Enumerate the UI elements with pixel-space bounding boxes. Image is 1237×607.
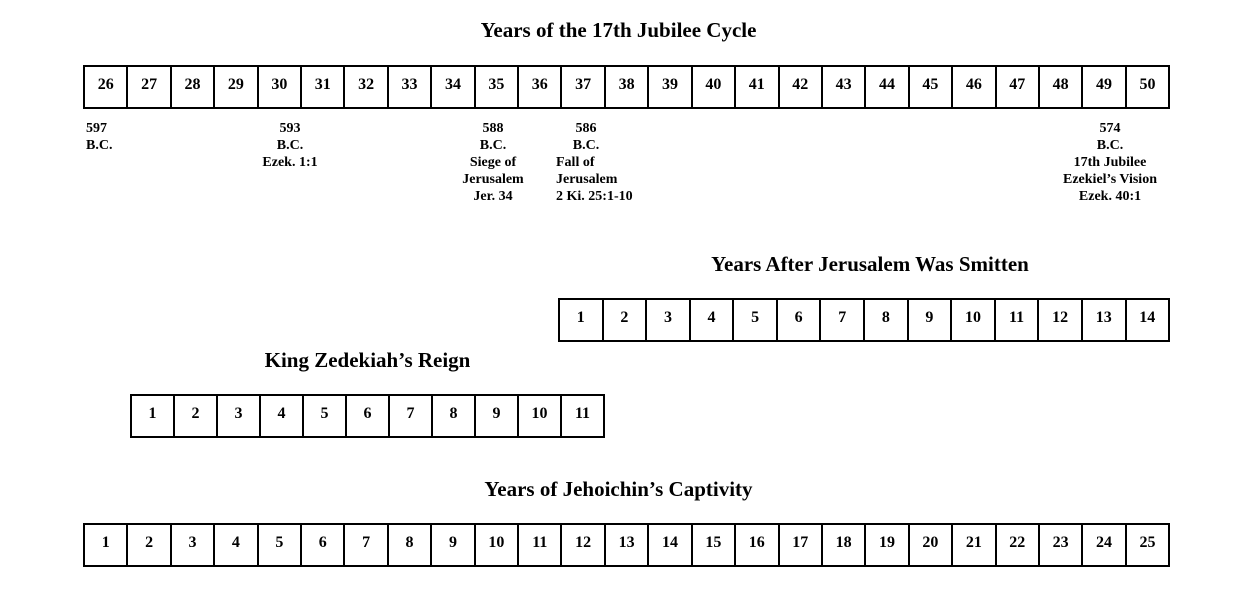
jehoichin-year-cell: 3 — [172, 525, 215, 565]
after-smitten-year-cell: 3 — [647, 300, 691, 340]
after-smitten-year-cell: 11 — [996, 300, 1040, 340]
jehoichin-year-cell: 13 — [606, 525, 649, 565]
jehoichin-year-cell: 1 — [85, 525, 128, 565]
annotation-line: Ezek. 40:1 — [1078, 189, 1142, 204]
annotation-line: Jerusalem — [556, 172, 618, 187]
jehoichin-year-cell: 18 — [823, 525, 866, 565]
jubilee-year-cell: 38 — [606, 67, 649, 107]
zedekiah-year-cell: 11 — [574, 405, 591, 422]
annotation-line: Ezekiel’s Vision — [1063, 172, 1157, 187]
zedekiah-year-cell: 7 — [390, 396, 433, 436]
annotation-line: B.C. — [479, 138, 507, 153]
jehoichin-year-cell: 16 — [736, 525, 779, 565]
jehoichin-year-cell: 8 — [389, 525, 432, 565]
annotation-line: Siege of — [469, 155, 517, 170]
jehoichin-captivity-title: Years of Jehoichin’s Captivity — [484, 477, 753, 501]
jehoichin-year-cell: 11 — [519, 525, 562, 565]
annotation-line: Fall of — [556, 155, 595, 170]
after-smitten-year-cell: 12 — [1039, 300, 1083, 340]
annotation-line: B.C. — [1096, 138, 1124, 153]
jehoichin-year-cell: 7 — [345, 525, 388, 565]
zedekiah-year-cell: 2 — [175, 396, 218, 436]
jubilee-cycle-row — [83, 65, 1170, 109]
jubilee-year-cell: 43 — [823, 67, 866, 107]
jubilee-year-cell: 26 — [85, 67, 128, 107]
zedekiah-year-cell: 4 — [261, 396, 304, 436]
jehoichin-year-cell: 4 — [215, 525, 258, 565]
jubilee-year-cell: 44 — [866, 67, 909, 107]
jubilee-year-cell: 41 — [736, 67, 779, 107]
annotation-588bc — [438, 120, 548, 205]
annotation-586bc — [556, 120, 633, 205]
jubilee-year-cell: 33 — [389, 67, 432, 107]
zedekiah-year-cell: 5 — [304, 396, 347, 436]
jubilee-year-cell: 47 — [997, 67, 1040, 107]
annotation-line: B.C. — [572, 138, 600, 153]
jehoichin-year-cell: 22 — [997, 525, 1040, 565]
jubilee-cycle-title: Years of the 17th Jubilee Cycle — [480, 18, 757, 42]
annotation-line: 574 — [1099, 121, 1121, 136]
zedekiah-reign-row — [130, 394, 605, 438]
jubilee-year-cell: 48 — [1040, 67, 1083, 107]
annotation-line: 593 — [279, 121, 301, 136]
jubilee-year-cell: 31 — [302, 67, 345, 107]
annotation-line: Jerusalem — [462, 172, 524, 187]
jehoichin-year-cell: 20 — [910, 525, 953, 565]
zedekiah-year-cell: 3 — [218, 396, 261, 436]
jehoichin-year-cell: 9 — [432, 525, 475, 565]
jehoichin-year-cell: 21 — [953, 525, 996, 565]
zedekiah-reign-title: King Zedekiah’s Reign — [264, 348, 471, 372]
after-smitten-year-cell: 2 — [604, 300, 648, 340]
jehoichin-year-cell: 5 — [259, 525, 302, 565]
after-smitten-year-cell: 14 — [1139, 309, 1156, 326]
after-smitten-year-cell: 8 — [865, 300, 909, 340]
annotation-line: 588 — [482, 121, 504, 136]
after-smitten-year-cell: 7 — [821, 300, 865, 340]
annotation-line: B.C. — [86, 138, 113, 153]
jubilee-year-cell: 46 — [953, 67, 996, 107]
jubilee-year-cell: 45 — [910, 67, 953, 107]
jubilee-year-cell: 50 — [1139, 76, 1156, 93]
zedekiah-year-cell: 1 — [132, 396, 175, 436]
after-smitten-year-cell: 4 — [691, 300, 735, 340]
jehoichin-year-cell: 24 — [1083, 525, 1126, 565]
annotation-574bc — [1030, 120, 1190, 205]
jubilee-year-cell: 42 — [780, 67, 823, 107]
zedekiah-year-cell: 8 — [433, 396, 476, 436]
annotation-593bc — [205, 120, 375, 171]
after-smitten-year-cell: 1 — [560, 300, 604, 340]
jubilee-year-cell: 40 — [693, 67, 736, 107]
jehoichin-year-cell: 15 — [693, 525, 736, 565]
jubilee-year-cell: 27 — [128, 67, 171, 107]
jubilee-year-cell: 36 — [519, 67, 562, 107]
jubilee-year-cell: 35 — [476, 67, 519, 107]
jehoichin-year-cell: 6 — [302, 525, 345, 565]
after-smitten-year-cell: 10 — [952, 300, 996, 340]
after-smitten-year-cell: 5 — [734, 300, 778, 340]
jehoichin-year-cell: 12 — [562, 525, 605, 565]
jehoichin-year-cell: 10 — [476, 525, 519, 565]
after-smitten-year-cell: 13 — [1083, 300, 1127, 340]
annotation-line: Ezek. 1:1 — [262, 155, 318, 170]
annotation-line: Jer. 34 — [473, 189, 513, 204]
zedekiah-year-cell: 6 — [347, 396, 390, 436]
jehoichin-year-cell: 19 — [866, 525, 909, 565]
annotation-line: B.C. — [276, 138, 304, 153]
annotation-line: 586 — [575, 121, 597, 136]
jehoichin-captivity-row — [83, 523, 1170, 567]
after-smitten-title: Years After Jerusalem Was Smitten — [711, 252, 1029, 276]
jehoichin-year-cell: 23 — [1040, 525, 1083, 565]
annotation-line: 17th Jubilee — [1073, 155, 1147, 170]
annotation-597bc — [86, 120, 112, 154]
after-smitten-year-cell: 9 — [909, 300, 953, 340]
jubilee-year-cell: 39 — [649, 67, 692, 107]
annotation-line: 597 — [86, 121, 107, 136]
jubilee-year-cell: 34 — [432, 67, 475, 107]
jubilee-year-cell: 28 — [172, 67, 215, 107]
jubilee-year-cell: 32 — [345, 67, 388, 107]
zedekiah-year-cell: 9 — [476, 396, 519, 436]
jehoichin-year-cell: 14 — [649, 525, 692, 565]
jehoichin-year-cell: 25 — [1139, 534, 1156, 551]
jehoichin-year-cell: 2 — [128, 525, 171, 565]
after-smitten-row — [558, 298, 1170, 342]
jubilee-year-cell: 30 — [259, 67, 302, 107]
jubilee-year-cell: 49 — [1083, 67, 1126, 107]
jehoichin-year-cell: 17 — [780, 525, 823, 565]
annotation-line: 2 Ki. 25:1-10 — [556, 189, 633, 204]
jubilee-year-cell: 37 — [562, 67, 605, 107]
zedekiah-year-cell: 10 — [519, 396, 562, 436]
after-smitten-year-cell: 6 — [778, 300, 822, 340]
jubilee-year-cell: 29 — [215, 67, 258, 107]
